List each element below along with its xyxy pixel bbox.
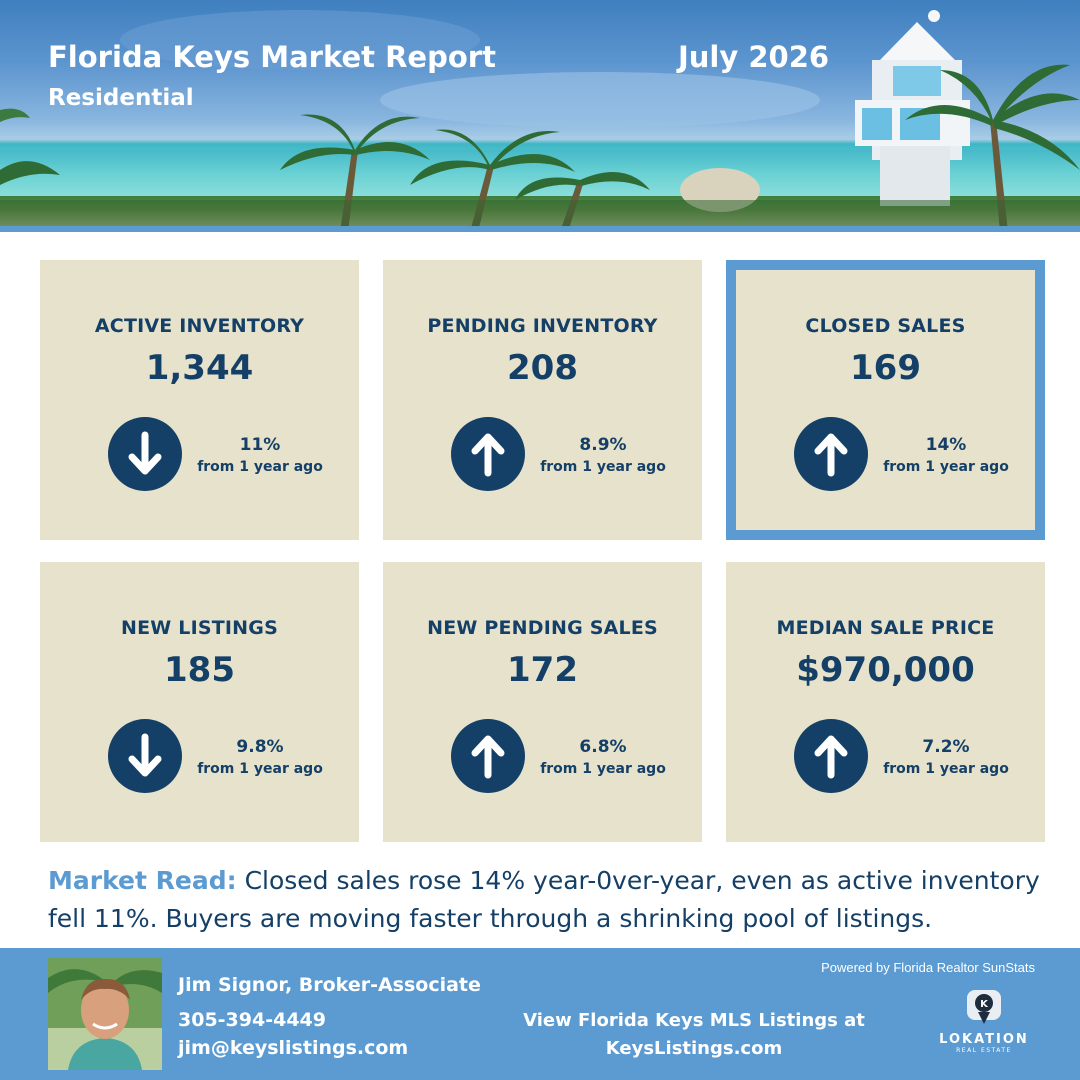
arrow-up-icon	[451, 417, 525, 491]
location-pin-icon	[964, 988, 1004, 1028]
market-read-label: Market Read:	[48, 866, 237, 895]
stat-label: PENDING INVENTORY	[427, 315, 658, 337]
stat-value: $970,000	[796, 650, 975, 690]
stat-label: ACTIVE INVENTORY	[94, 315, 305, 337]
stat-change-percent: 14%	[925, 435, 967, 455]
logo-tagline: REAL ESTATE	[956, 1047, 1012, 1054]
stat-change	[533, 434, 673, 478]
report-date: July 2026	[678, 40, 830, 74]
stat-value: 172	[507, 650, 578, 690]
cta-website-link[interactable]: KeysListings.com	[605, 1038, 783, 1059]
stat-change-percent: 11%	[239, 435, 281, 455]
svg-text:K: K	[980, 999, 988, 1010]
stat-value: 169	[850, 348, 921, 388]
footer-bar	[0, 948, 1080, 1080]
stat-change-caption: from 1 year ago	[540, 459, 666, 475]
stat-change-percent: 7.2%	[922, 737, 970, 757]
header-divider	[0, 226, 1080, 232]
header-banner	[0, 0, 1080, 232]
stat-card-median-sale-price	[726, 562, 1045, 842]
stat-change	[533, 736, 673, 780]
report-title: Florida Keys Market Report	[48, 40, 496, 74]
stat-change	[190, 434, 330, 478]
market-read-text: Closed sales rose 14% year-0ver-year, even as active inventory fell 11%. Buyers are moving faster through a shrinking pool of listings.	[48, 866, 1040, 933]
stat-change-caption: from 1 year ago	[197, 459, 323, 475]
stat-change	[190, 736, 330, 780]
arrow-up-icon	[794, 719, 868, 793]
stat-label: NEW LISTINGS	[121, 617, 278, 639]
stat-label: NEW PENDING SALES	[427, 617, 658, 639]
stat-change	[876, 736, 1016, 780]
stat-change-caption: from 1 year ago	[540, 761, 666, 777]
stat-value: 185	[164, 650, 235, 690]
market-read-summary	[48, 862, 1048, 938]
agent-phone[interactable]: 305-394-4449	[178, 1009, 326, 1031]
cta-text: View Florida Keys MLS Listings at	[523, 1010, 865, 1031]
agent-photo	[48, 958, 162, 1070]
powered-by-note: Powered by Florida Realtor SunStats	[821, 960, 1035, 975]
stat-card-new-pending-sales	[383, 562, 702, 842]
arrow-up-icon	[451, 719, 525, 793]
stat-label: MEDIAN SALE PRICE	[776, 617, 995, 639]
stat-change-percent: 6.8%	[579, 737, 627, 757]
stat-change-percent: 8.9%	[579, 435, 627, 455]
logo-wordmark: LOKATION	[939, 1032, 1029, 1047]
stat-change-caption: from 1 year ago	[883, 761, 1009, 777]
agent-email[interactable]: jim@keyslistings.com	[178, 1037, 409, 1059]
stat-card-active-inventory	[40, 260, 359, 540]
stat-change-caption: from 1 year ago	[883, 459, 1009, 475]
stat-card-closed-sales	[726, 260, 1045, 540]
agent-name: Jim Signor, Broker-Associate	[178, 974, 481, 996]
report-subtitle: Residential	[48, 85, 194, 111]
stat-card-pending-inventory	[383, 260, 702, 540]
stat-change-percent: 9.8%	[236, 737, 284, 757]
arrow-up-icon	[794, 417, 868, 491]
brokerage-logo	[928, 988, 1040, 1068]
stat-value: 208	[507, 348, 578, 388]
arrow-down-icon	[108, 719, 182, 793]
tropical-scene-illustration	[0, 0, 1080, 232]
stat-change	[876, 434, 1016, 478]
arrow-down-icon	[108, 417, 182, 491]
stat-value: 1,344	[145, 348, 254, 388]
stat-card-new-listings	[40, 562, 359, 842]
stat-label: CLOSED SALES	[805, 315, 966, 337]
stat-change-caption: from 1 year ago	[197, 761, 323, 777]
